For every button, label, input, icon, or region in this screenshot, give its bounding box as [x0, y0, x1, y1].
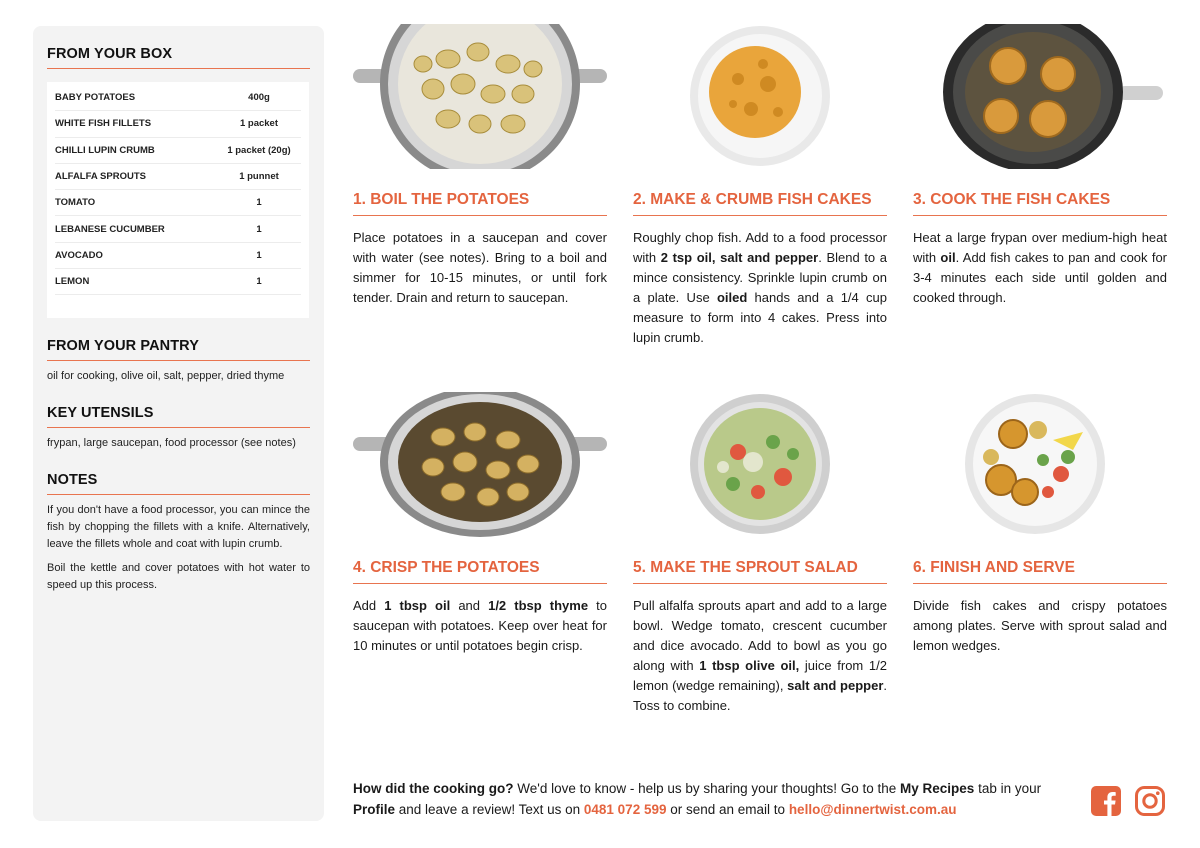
- notes-section: [47, 472, 310, 594]
- review-footer: [353, 778, 1073, 820]
- ingredient-name: CHILLI LUPIN CRUMB: [55, 144, 155, 156]
- step-body-text: Heat a large frypan over medium-high heat with: [913, 230, 1167, 265]
- ingredient-qty: 1 packet (20g): [227, 144, 291, 156]
- step-title: 3. COOK THE FISH CAKES: [913, 191, 1167, 216]
- step-body-text: Pull alfalfa sprouts apart and add to a large bowl. Wedge tomato, crescent cucumber and dice avocado. Add to bowl as you go along with: [633, 598, 887, 673]
- step-body-emphasis: 1 tbsp olive oil,: [699, 658, 800, 673]
- ingredient-name: TOMATO: [55, 197, 96, 209]
- sidebar: [33, 26, 324, 821]
- ingredient-row: [55, 269, 301, 295]
- pantry-text: oil for cooking, olive oil, salt, pepper, dried thyme: [47, 370, 285, 382]
- step-body: [633, 228, 887, 348]
- step-title: 6. FINISH AND SERVE: [913, 559, 1167, 584]
- footer-text: tab in your: [974, 781, 1042, 796]
- footer-text: We'd love to know - help us by sharing your thoughts! Go to the: [513, 781, 901, 796]
- utensils-text: frypan, large saucepan, food processor (see notes): [47, 437, 296, 449]
- ingredient-qty: 1: [256, 197, 262, 209]
- footer-text: and leave a review! Text us on: [395, 802, 584, 817]
- bowl-sprout-salad-image: [633, 392, 887, 537]
- step-body-emphasis: oiled: [716, 290, 748, 305]
- step-title: 4. CRISP THE POTATOES: [353, 559, 607, 584]
- ingredient-row: [55, 190, 301, 216]
- ingredient-qty: 1 punnet: [239, 171, 279, 183]
- step-body-text: . Toss to combine.: [633, 678, 887, 713]
- plate-fish-mince-image: [633, 24, 887, 169]
- ingredient-name: BABY POTATOES: [55, 92, 136, 104]
- utensils-heading: KEY UTENSILS: [47, 405, 310, 428]
- pot-boiled-potatoes-image: [353, 24, 607, 169]
- ingredients-table: [47, 82, 309, 318]
- step-body-text: . Blend to a mince consistency. Sprinkle lupin crumb on a plate. Use: [633, 250, 888, 305]
- step-body: [633, 596, 887, 716]
- step-body-text: Roughly chop fish. Add to a food processor with: [633, 230, 887, 265]
- ingredient-row: [55, 111, 301, 137]
- step-body-emphasis: salt and pepper: [787, 678, 884, 693]
- step-body-text: to saucepan with potatoes. Keep over heat for 10 minutes or until potatoes begin crisp.: [353, 598, 607, 653]
- phone-link[interactable]: 0481 072 599: [583, 802, 667, 817]
- step-body-text: Place potatoes in a saucepan and cover with water (see notes). Bring to a boil and simmer for 10-15 minutes, or until fork tender. Drain and return to saucepan.: [353, 230, 607, 305]
- ingredient-row: [55, 216, 301, 242]
- ingredient-name: LEBANESE CUCUMBER: [55, 223, 165, 235]
- step-1: [353, 24, 607, 308]
- step-body-text: Divide fish cakes and crispy potatoes among plates. Serve with sprout salad and lemon wedges.: [913, 598, 1167, 653]
- step-body-text: Add: [353, 598, 385, 613]
- step-body: [913, 596, 1167, 656]
- step-body-emphasis: 2 tsp oil, salt and pepper: [660, 250, 819, 265]
- social-links: [1090, 785, 1166, 817]
- ingredient-qty: 1: [256, 249, 262, 261]
- utensils-section: [47, 405, 310, 452]
- pantry-heading: FROM YOUR PANTRY: [47, 338, 310, 361]
- step-title: 1. BOIL THE POTATOES: [353, 191, 607, 216]
- step-2: [633, 24, 887, 348]
- instagram-icon[interactable]: [1134, 785, 1166, 817]
- step-4: [353, 392, 607, 656]
- step-body-text: hands and a 1/4 cup measure to form into 4 cakes. Press into lupin crumb.: [633, 290, 887, 345]
- step-body: [353, 596, 607, 656]
- facebook-icon[interactable]: [1090, 785, 1122, 817]
- plate-finished-dish-image: [913, 392, 1167, 537]
- step-title: 2. MAKE & CRUMB FISH CAKES: [633, 191, 887, 216]
- ingredient-qty: 1: [256, 276, 262, 288]
- ingredient-row: [55, 138, 301, 164]
- footer-text: How did the cooking go?: [353, 781, 514, 796]
- step-body: [353, 228, 607, 308]
- ingredient-name: AVOCADO: [55, 249, 103, 261]
- ingredient-qty: 1 packet: [239, 118, 279, 130]
- footer-text: Profile: [353, 802, 396, 817]
- step-6: [913, 392, 1167, 656]
- step-body: [913, 228, 1167, 308]
- from-your-box-heading: FROM YOUR BOX: [47, 46, 310, 69]
- email-link[interactable]: hello@dinnertwist.com.au: [788, 802, 957, 817]
- ingredient-name: WHITE FISH FILLETS: [55, 118, 152, 130]
- step-body-text: and: [450, 598, 489, 613]
- step-body-text: . Add fish cakes to pan and cook for 3-4 minutes each side until golden and cooked through.: [913, 250, 1168, 305]
- step-body-emphasis: 1 tbsp oil: [384, 598, 451, 613]
- ingredient-row: [55, 243, 301, 269]
- step-5: [633, 392, 887, 716]
- step-body-text: juice from 1/2 lemon (wedge remaining),: [633, 658, 887, 693]
- step-3: [913, 24, 1167, 308]
- pot-crispy-potatoes-image: [353, 392, 607, 537]
- step-body-emphasis: oil: [940, 250, 956, 265]
- frypan-fish-cakes-image: [913, 24, 1167, 169]
- ingredient-qty: 400g: [248, 92, 270, 104]
- notes-heading: NOTES: [47, 472, 310, 495]
- step-body-emphasis: 1/2 tbsp thyme: [488, 598, 589, 613]
- ingredient-name: ALFALFA SPROUTS: [55, 171, 146, 183]
- step-title: 5. MAKE THE SPROUT SALAD: [633, 559, 887, 584]
- ingredient-qty: 1: [256, 223, 262, 235]
- pantry-section: [47, 338, 310, 385]
- ingredient-name: LEMON: [55, 276, 90, 288]
- notes-paragraph: Boil the kettle and cover potatoes with hot water to speed up this process.: [47, 562, 310, 591]
- footer-text: My Recipes: [900, 781, 975, 796]
- notes-paragraph: If you don't have a food processor, you can mince the fish by chopping the fillets with a knife. Alternatively, leave the fillets whole and coat with lupin crumb.: [47, 504, 310, 550]
- ingredient-row: [55, 85, 301, 111]
- footer-text: or send an email to: [666, 802, 789, 817]
- ingredient-row: [55, 164, 301, 190]
